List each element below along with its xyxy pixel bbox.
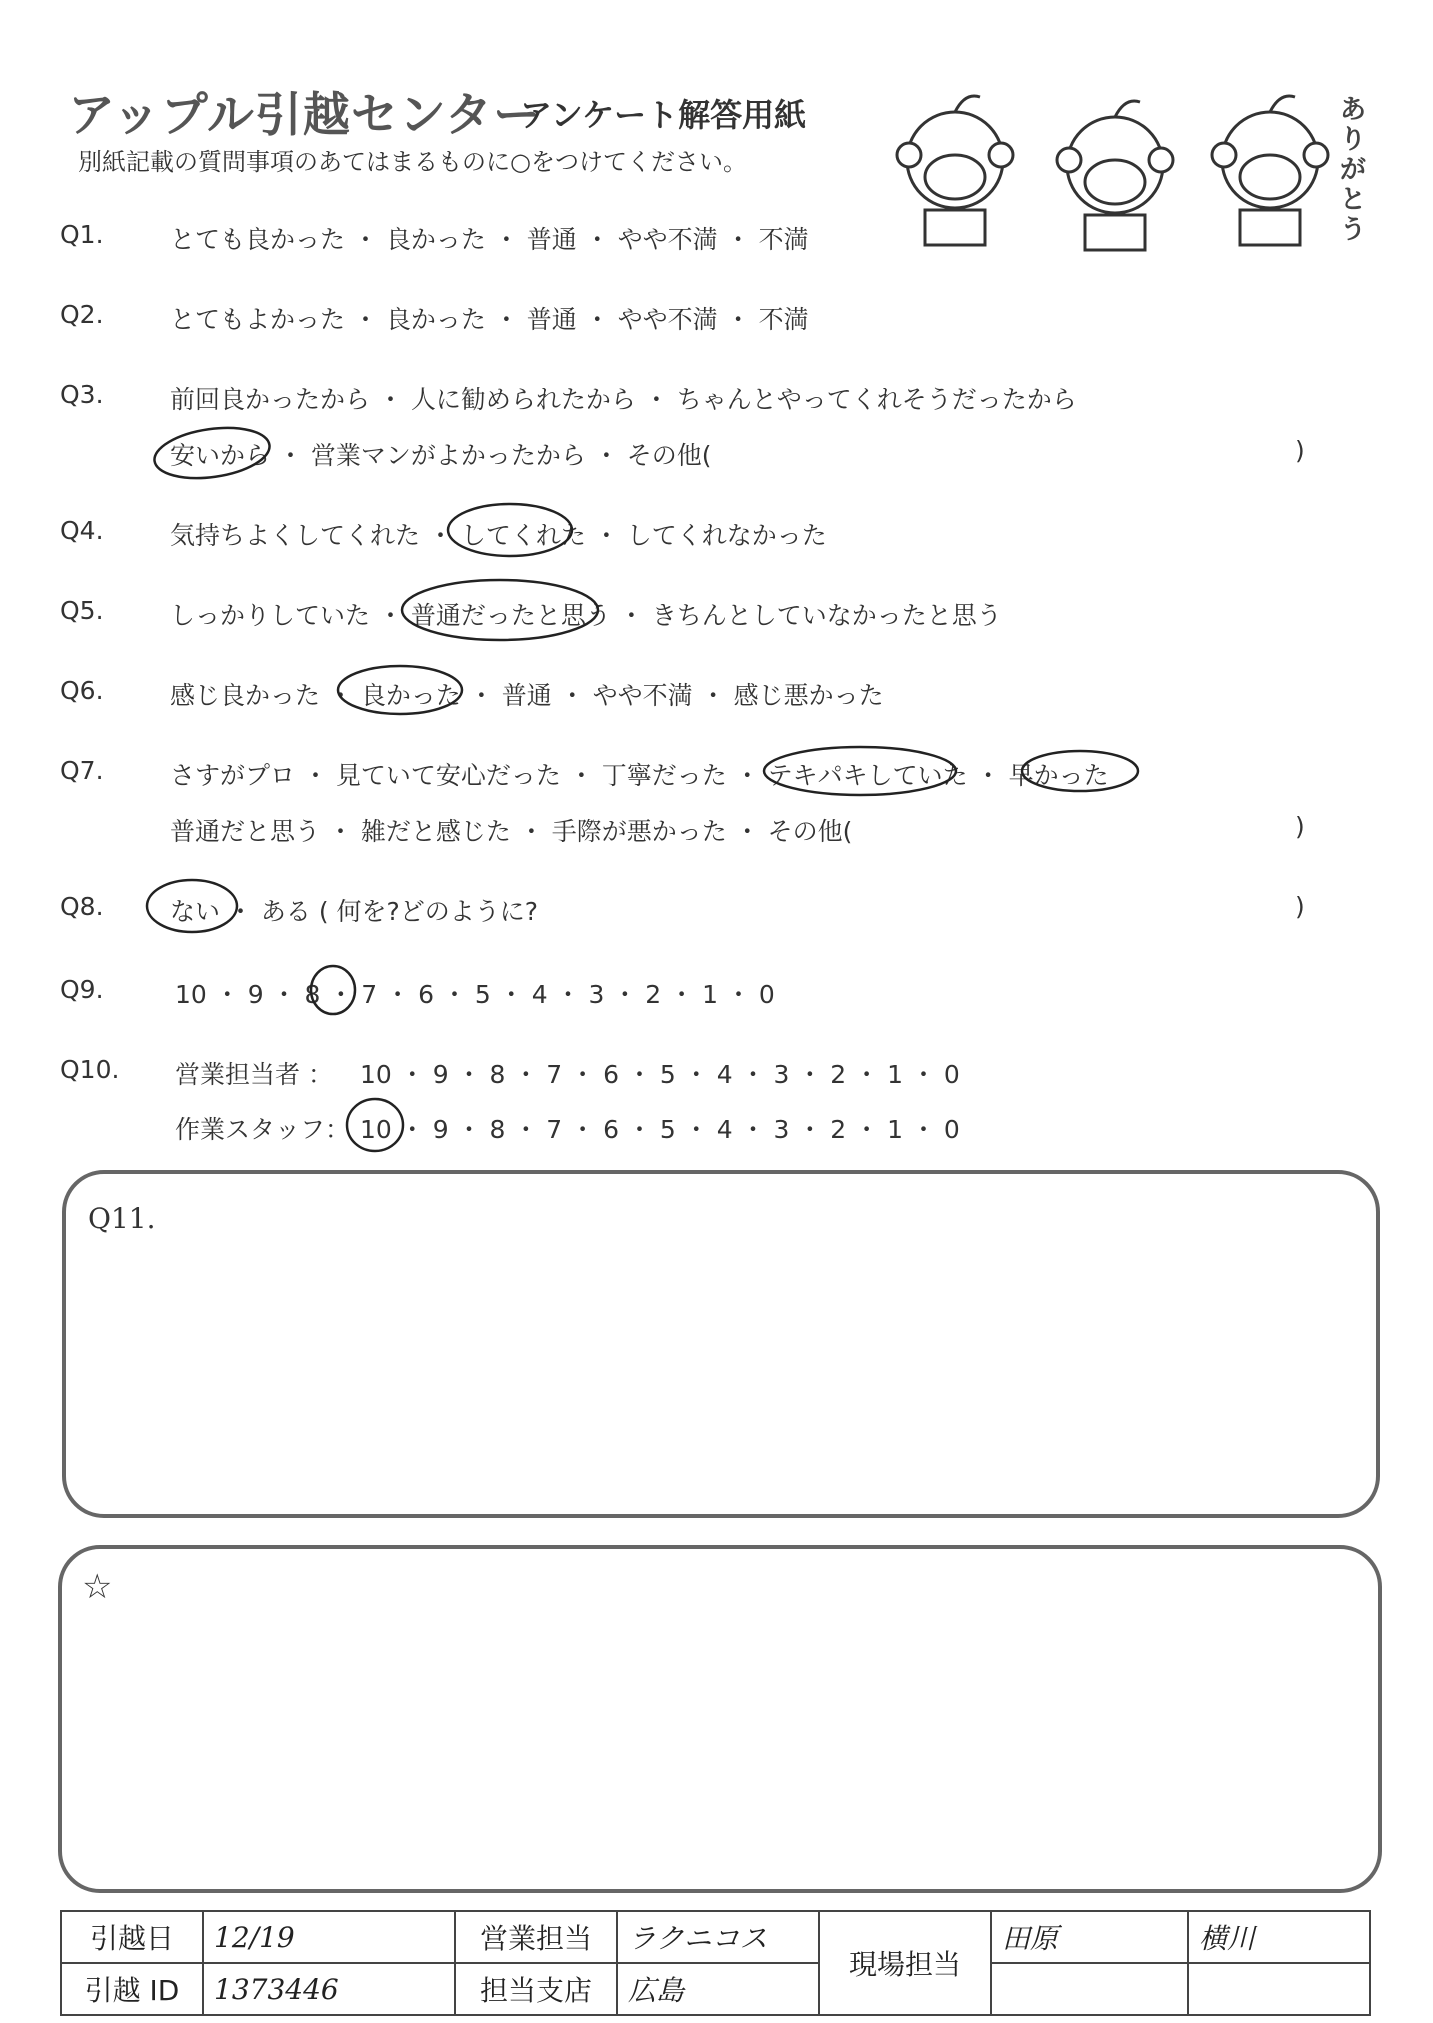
move-date-label: 引越日 <box>61 1911 203 1963</box>
move-date-value: 12/19 <box>203 1911 455 1963</box>
q1-label: Q1. <box>60 220 104 249</box>
monkey-icon <box>1057 101 1173 250</box>
monkey-icon <box>897 96 1013 245</box>
q3-options-line2: 安いから ・ 営業マンがよかったから ・ その他( <box>170 441 712 470</box>
sales-value: ラクニコス <box>617 1911 819 1963</box>
q1-options: とても良かった ・ 良かった ・ 普通 ・ やや不満 ・ 不満 <box>170 225 809 254</box>
q3-close-paren: ) <box>1295 436 1305 465</box>
mascot-illustration <box>885 85 1355 255</box>
field-value-1: 田原 <box>991 1911 1188 1963</box>
q10-sales-scale: 10 ・ 9 ・ 8 ・ 7 ・ 6 ・ 5 ・ 4 ・ 3 ・ 2 ・ 1 ・ 0 <box>360 1060 960 1089</box>
q11-box-label: Q11. <box>88 1202 156 1235</box>
q8-label: Q8. <box>60 892 104 921</box>
instruction-text: 別紙記載の質問事項のあてはまるものに○をつけてください。 <box>78 148 747 176</box>
thanks-text: ありがとう <box>1340 95 1367 245</box>
star-icon: ☆ <box>82 1567 113 1607</box>
sales-label: 営業担当 <box>455 1911 617 1963</box>
q5-label: Q5. <box>60 596 104 625</box>
branch-label: 担当支店 <box>455 1963 617 2015</box>
q7-close-paren: ) <box>1295 812 1305 841</box>
q2-label: Q2. <box>60 300 104 329</box>
branch-value: 広島 <box>617 1963 819 2015</box>
q10-sales-label: 営業担当者 ： <box>175 1060 333 1089</box>
q6-options: 感じ良かった ・ 良かった ・ 普通 ・ やや不満 ・ 感じ悪かった <box>170 681 884 710</box>
company-name: アップル引越センター <box>68 88 541 143</box>
q7-options-line1: さすがプロ ・ 見ていて安心だった ・ 丁寧だった ・ テキパキしていた ・ 早かった <box>170 761 1109 790</box>
q7-options-line2: 普通だと思う ・ 雑だと感じた ・ 手際が悪かった ・ その他( <box>170 817 853 846</box>
q6-label: Q6. <box>60 676 104 705</box>
q8-close-paren: ) <box>1295 892 1305 921</box>
footer-table <box>60 1910 1371 2016</box>
q3-label: Q3. <box>60 380 104 409</box>
field-empty-cell <box>1188 1963 1370 2015</box>
q11-comment-box[interactable] <box>62 1170 1380 1518</box>
extra-comment-box[interactable] <box>58 1545 1382 1893</box>
q9-scale: 10 ・ 9 ・ 8 ・ 7 ・ 6 ・ 5 ・ 4 ・ 3 ・ 2 ・ 1 ・ 0 <box>175 980 775 1009</box>
q4-label: Q4. <box>60 516 104 545</box>
q3-options-line1: 前回良かったから ・ 人に勧められたから ・ ちゃんとやってくれそうだったから <box>170 385 1077 414</box>
field-value-2: 横川 <box>1188 1911 1370 1963</box>
q9-label: Q9. <box>60 975 104 1004</box>
q10-staff-label: 作業スタッフ： <box>175 1115 351 1144</box>
q2-options: とてもよかった ・ 良かった ・ 普通 ・ やや不満 ・ 不満 <box>170 305 809 334</box>
form-title: アンケート解答用紙 <box>520 96 807 134</box>
move-id-label: 引越 ID <box>61 1963 203 2015</box>
q10-label: Q10. <box>60 1055 120 1084</box>
q5-options: しっかりしていた ・ 普通だったと思う ・ きちんとしていなかったと思う <box>170 601 1002 630</box>
q4-options: 気持ちよくしてくれた ・ してくれた ・ してくれなかった <box>170 521 827 550</box>
q10-staff-scale: 10 ・ 9 ・ 8 ・ 7 ・ 6 ・ 5 ・ 4 ・ 3 ・ 2 ・ 1 ・ 0 <box>360 1115 960 1144</box>
field-label: 現場担当 <box>819 1911 991 2015</box>
move-id-value: 1373446 <box>203 1963 455 2015</box>
monkey-icon <box>1212 96 1328 245</box>
field-empty-cell <box>991 1963 1188 2015</box>
q7-label: Q7. <box>60 756 104 785</box>
q8-options: ない ・ ある ( 何を?どのように? <box>170 897 539 926</box>
